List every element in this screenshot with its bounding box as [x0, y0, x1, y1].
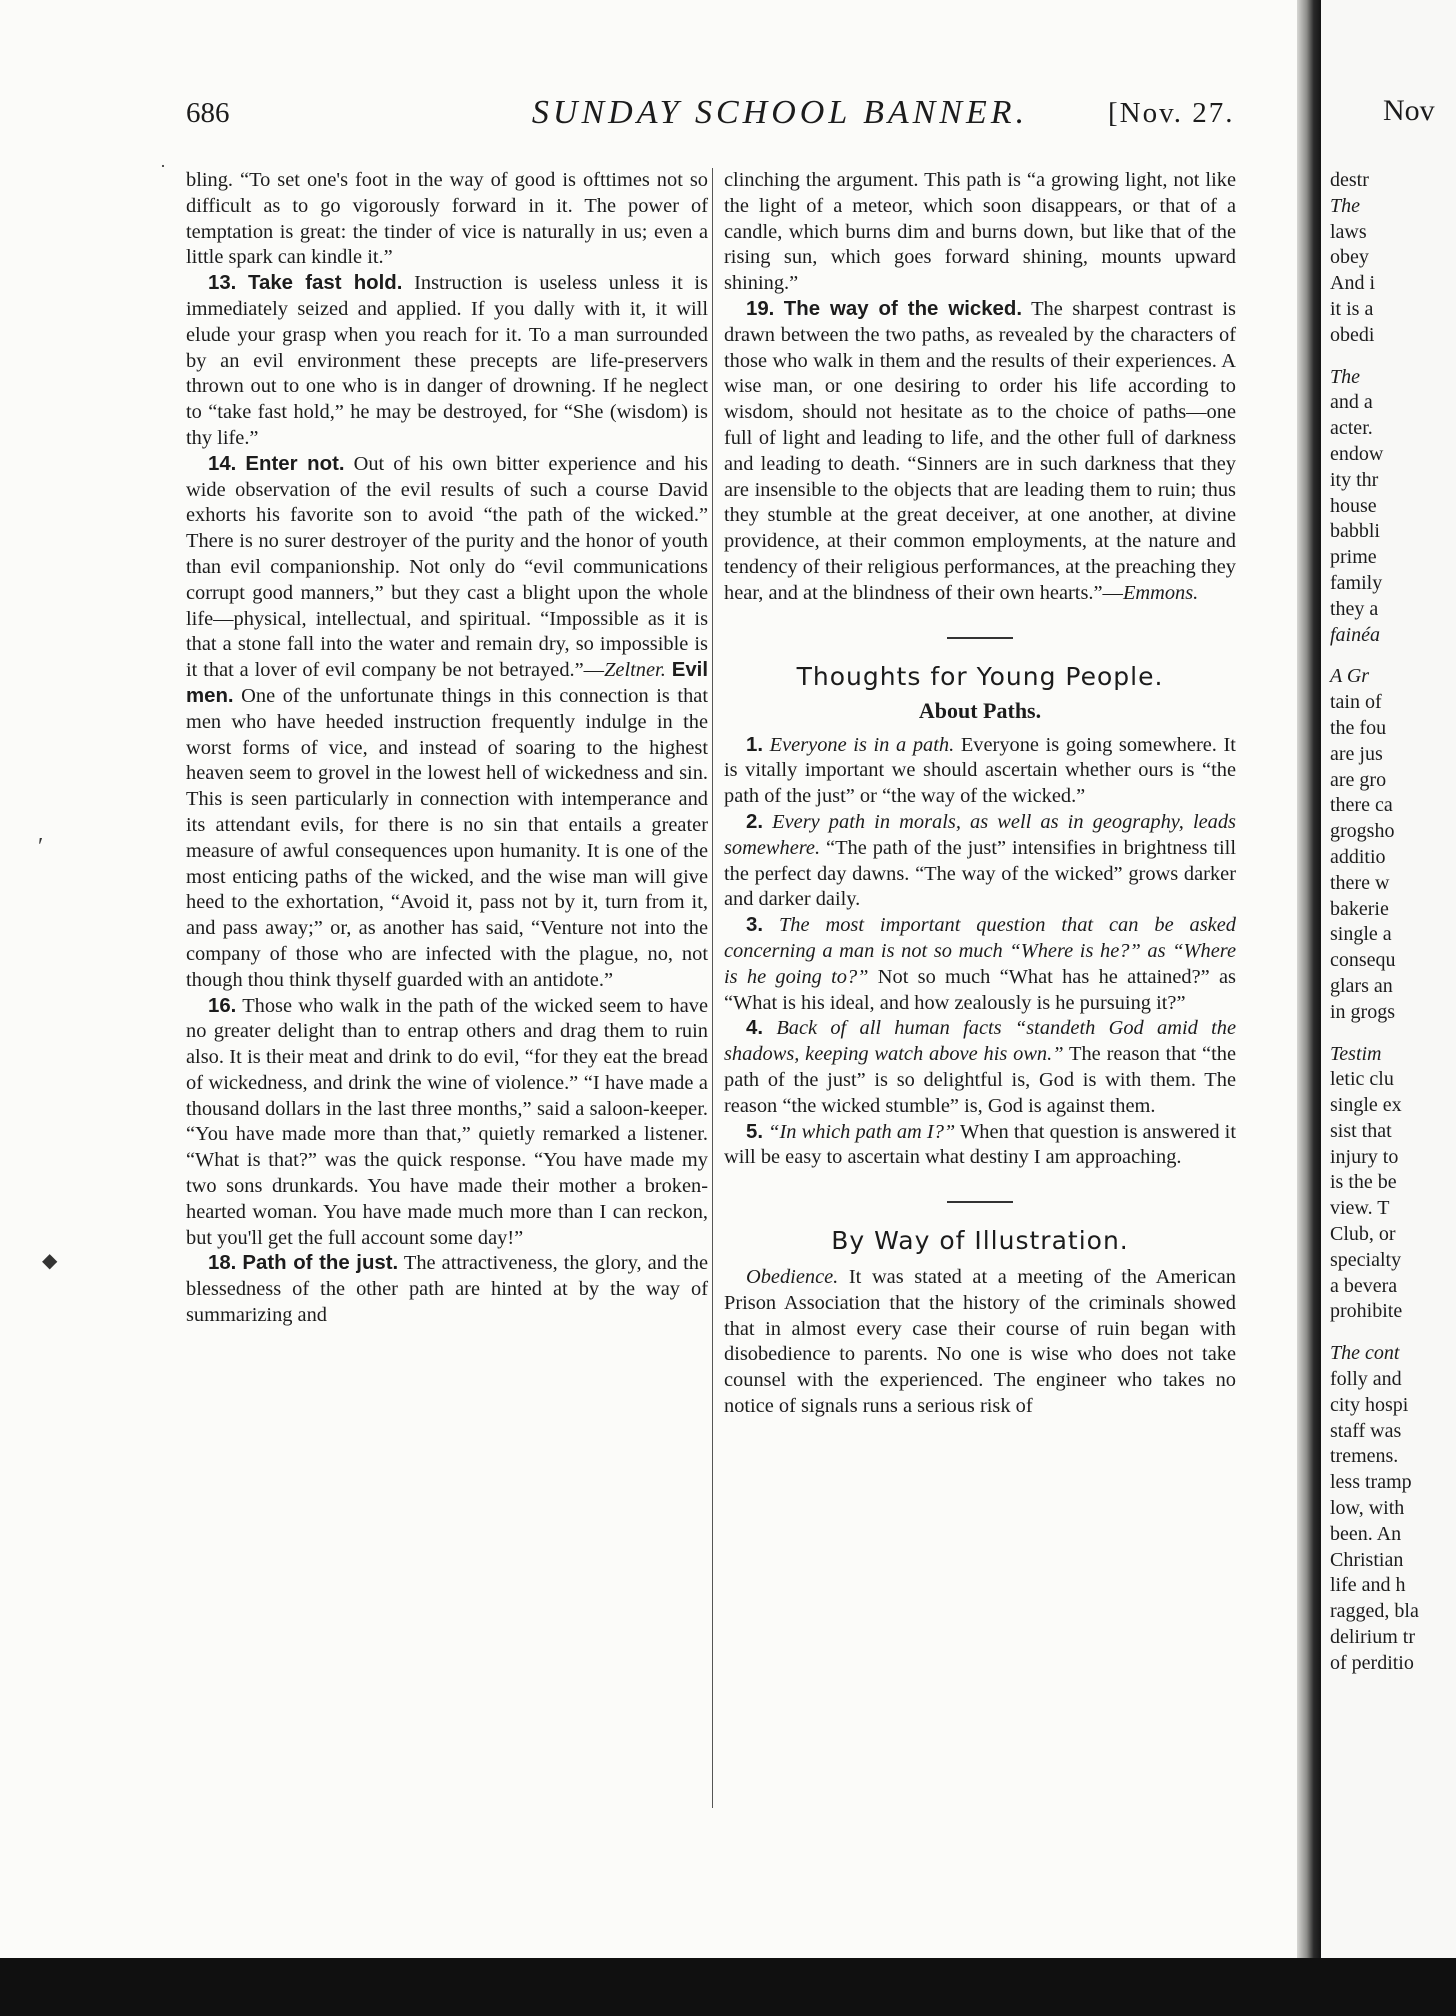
section-subtitle: About Paths. [918, 697, 1042, 723]
margin-mark: · [160, 156, 166, 176]
facing-line: ity thr [1330, 468, 1379, 491]
section-body: Those who walk in the path of the wicked seem to have no greater delight than to entrap others and drag them to ruin also. It is their meat and drink to do evil, “for they eat the bread of wickedness, and drink the wine of violence.” “I have made a thousand dollars in the last three months,” said a saloon-keeper. “You have made more than that,” quietly remarked a listener. “What is that?” was the quick response. “You have made my two sons drunkards. You have made their mother a broken-hearted woman. You have made much more than I can reckon, but you'll get the full account some day!” [186, 994, 708, 1249]
facing-line: house [1330, 494, 1377, 517]
item-body: Everyone is going somewhere. It is vitally important we should ascertain whether ours is “the path of the just” or “the way of the wicked.” [724, 733, 1236, 808]
facing-line: Club, or [1330, 1223, 1396, 1246]
right-column [724, 168, 1236, 1420]
margin-mark: ◆ [42, 1250, 58, 1272]
section-body: The sharpest contrast is drawn between the two paths, as revealed by the characters of those who walk in them and the results of their experiences. A wise man, or one desiring to order his life according to wisdom, should not hesitate as to the choice of paths—one full of light and leading to life, and the other full of darkness and leading to death. “Sinners are in such darkness that they are insensible to the objects that are leading them to ruin; thus they stumble at the great deceiver, at one another, at divine providence, at their common employments, at the nature and tendency of their religious performances, at the preaching they hear, and at the blindness of their own hearts.”— [724, 297, 1236, 604]
facing-line: specialty [1330, 1248, 1402, 1271]
item-lead: The most important question that can be asked concerning a man is not so much “Where is he?” as “Where is he going to?” [724, 914, 1236, 988]
facing-line: family [1330, 571, 1383, 594]
facing-line: there ca [1330, 794, 1393, 817]
section-heading: Path of the just. [242, 1252, 399, 1275]
facing-line: Testim [1330, 1042, 1382, 1065]
verse-number: 18. [208, 1252, 237, 1275]
scan-edge [0, 1958, 1456, 2016]
facing-line: is the be [1330, 1171, 1397, 1194]
item-body: “The path of the just” intensifies in brightness till the perfect day dawns. “The way of the wicked” grows darker and darker daily. [724, 836, 1236, 911]
verse-number: 13. [208, 272, 237, 295]
verse-number: 16. [208, 994, 237, 1017]
paragraph-19 [724, 297, 1236, 607]
thought-4 [724, 1016, 1236, 1119]
section-body: One of the unfortunate things in this connection is that men who have heeded instruction frequently indulge in the worst forms of vice, and instead of soaring to the highest heaven seem to grovel in the lowest hell of wickedness and sin. This is seen particularly in connection with intemperance and its attendant evils, for there is no sin that entails a greater measure of awful consequences upon humanity. It is one of the most enticing paths of the wicked, and the wise man will give heed to the exhortation, “Avoid it, pass not by it, turn from it, and pass away;” or, as another has said, “Venture not into the company of those who are infected with the plague, no, not though thou think thyself guarded with an antidote.” [186, 684, 708, 991]
facing-line: letic clu [1330, 1068, 1394, 1091]
facing-line: in grogs [1330, 1000, 1395, 1023]
facing-line: sist that [1330, 1119, 1392, 1142]
facing-line: it is a [1330, 297, 1374, 320]
facing-line: the fou [1330, 716, 1387, 739]
facing-line: fainéa [1330, 623, 1380, 646]
citation: Emmons. [1122, 581, 1199, 604]
facing-line: view. T [1330, 1197, 1390, 1220]
facing-line [1330, 1026, 1456, 1042]
item-number: 4. [746, 1017, 764, 1040]
margin-mark: ′ [38, 834, 44, 860]
facing-line: Christian [1330, 1548, 1404, 1571]
paragraph: clinching the argument. This path is “a growing light, not like the light of a meteor, which soon disappears, or that of a candle, which burns dim and burns down, but like that of the rising sun, which goes forward shining, mounts upward shining.” [724, 169, 1236, 295]
item-body: It was stated at a meeting of the American Prison Association that the history of the criminals showed that in almost every case their course of ruin began with disobedience to parents. No one is wise who does not take counsel with the experienced. The engineer who takes no notice of signals runs a serious risk of [724, 1266, 1236, 1418]
facing-line: tain of [1330, 691, 1382, 714]
facing-line: delirium tr [1330, 1626, 1415, 1649]
section-title-thoughts: Thoughts for Young People. [796, 661, 1164, 691]
facing-line: babbli [1330, 520, 1380, 543]
facing-line: grogsho [1330, 820, 1395, 843]
section-heading: Take fast hold. [248, 272, 403, 295]
facing-line: injury to [1330, 1145, 1399, 1168]
facing-line [1330, 349, 1456, 365]
section-title-illustration: By Way of Illustration. [831, 1226, 1129, 1256]
facing-line [1330, 1325, 1456, 1341]
facing-line: obey [1330, 246, 1369, 269]
facing-line: And i [1330, 272, 1375, 295]
citation: Zeltner. [604, 659, 666, 682]
section-heading: The way of the wicked. [783, 297, 1023, 320]
section-divider [947, 637, 1013, 639]
facing-line: prohibite [1330, 1300, 1403, 1323]
facing-line: less tramp [1330, 1471, 1412, 1494]
item-body: The reason that “the path of the just” is so delightful is, God is with them. The reason “the wicked stumble” is, God is against them. [724, 1043, 1236, 1117]
thought-5 [724, 1120, 1236, 1172]
facing-line: are jus [1330, 742, 1383, 765]
facing-line: they a [1330, 597, 1379, 620]
facing-line: single ex [1330, 1094, 1402, 1117]
section-body: Instruction is useless unless it is immediately seized and applied. If you dally with it, it will elude your grasp when you reach for it. To a man surrounded by an evil environment these precepts are life-preservers thrown out to one who is in danger of drowning. If he neglect to “take fast hold,” he may be destroyed, for “She (wisdom) is thy life.” [186, 272, 708, 449]
verse-number: 14. [208, 452, 237, 475]
item-lead: Everyone is in a path. [769, 733, 955, 756]
facing-line: staff was [1330, 1419, 1402, 1442]
facing-line: are gro [1330, 768, 1387, 791]
item-lead: “In which path am I?” [768, 1120, 956, 1143]
thought-1 [724, 733, 1236, 810]
facing-line: additio [1330, 845, 1386, 868]
facing-line: low, with [1330, 1497, 1405, 1520]
facing-page-header: Nov [1383, 94, 1435, 127]
facing-line: city hospi [1330, 1393, 1409, 1416]
item-number: 1. [746, 733, 764, 756]
facing-line: of perditio [1330, 1651, 1414, 1674]
facing-line: bakerie [1330, 897, 1389, 920]
thought-3 [724, 913, 1236, 1016]
facing-line: consequ [1330, 949, 1396, 972]
facing-line: A Gr [1330, 665, 1370, 688]
facing-line: The cont [1330, 1342, 1400, 1365]
facing-line: laws [1330, 220, 1367, 243]
book-gutter [1297, 0, 1321, 2016]
item-lead: Obedience. [746, 1266, 839, 1289]
illustration-obedience [724, 1265, 1236, 1420]
item-lead: Every path in morals, as well as in geography, leads somewhere. [724, 810, 1236, 859]
left-column [186, 168, 708, 1329]
facing-line: obedi [1330, 323, 1375, 346]
facing-line: endow [1330, 442, 1384, 465]
paragraph-18 [186, 1251, 708, 1328]
section-heading: Enter not. [245, 452, 345, 475]
facing-line: The [1330, 194, 1360, 217]
item-body: Not so much “What has he attained?” as “What is his ideal, and how zealously is he pursuing it?” [724, 965, 1236, 1014]
facing-line: tremens. [1330, 1445, 1399, 1468]
facing-line: glars an [1330, 974, 1393, 997]
facing-line: there w [1330, 871, 1390, 894]
facing-line: life and h [1330, 1574, 1406, 1597]
paragraph: bling. “To set one's foot in the way of good is ofttimes not so difficult as to go vigorously forward in it. The power of temptation is great: the tinder of vice is naturally in us; even a little spark can kindle it.” [186, 169, 708, 269]
column-divider [712, 168, 713, 1808]
paragraph-16 [186, 994, 708, 1252]
section-body: Out of his own bitter experience and his wide observation of the evil results of such a course David exhorts his favorite son to avoid “the path of the wicked.” There is no surer destroyer of the purity and the honor of youth than evil companionship. Not only do “evil communications corrupt good manners,” but they cast a blight upon the whole life—physical, intellectual, and spiritual. “Impossible as it is that a stone fall into the water and remain dry, so impossible is it that a lover of evil company be not betrayed.”— [186, 452, 708, 682]
masthead-title: SUNDAY SCHOOL BANNER. [531, 94, 1029, 131]
paragraph-13 [186, 271, 708, 452]
section-body: The attractiveness, the glory, and the blessedness of the other path are hinted at by the way of summarizing and [186, 1252, 708, 1327]
facing-line: destr [1330, 169, 1369, 191]
facing-line: folly and [1330, 1368, 1402, 1391]
item-number: 2. [746, 810, 764, 833]
facing-line [1330, 648, 1456, 664]
facing-line: acter. [1330, 417, 1373, 440]
facing-line: prime [1330, 546, 1377, 569]
verse-number: 19. [746, 297, 775, 320]
facing-line: and a [1330, 391, 1373, 414]
facing-page-column [1330, 168, 1456, 1677]
item-body: When that question is answered it will be easy to ascertain what destiny I am approaching. [724, 1120, 1237, 1169]
paragraph-14 [186, 452, 708, 994]
item-number: 5. [746, 1120, 764, 1143]
issue-date: [Nov. 27. [1108, 97, 1235, 129]
item-number: 3. [746, 914, 764, 937]
facing-line: The [1330, 365, 1360, 388]
facing-line: been. An [1330, 1522, 1402, 1545]
facing-line: a bevera [1330, 1274, 1398, 1297]
thought-2 [724, 810, 1236, 913]
facing-line: ragged, bla [1330, 1600, 1419, 1623]
page-number: 686 [186, 97, 230, 129]
section-divider [947, 1201, 1013, 1203]
item-lead: Back of all human facts “standeth God amid the shadows, keeping watch above his own.” [724, 1017, 1236, 1066]
section-heading: Evil men. [186, 659, 708, 707]
facing-line: single a [1330, 923, 1392, 946]
